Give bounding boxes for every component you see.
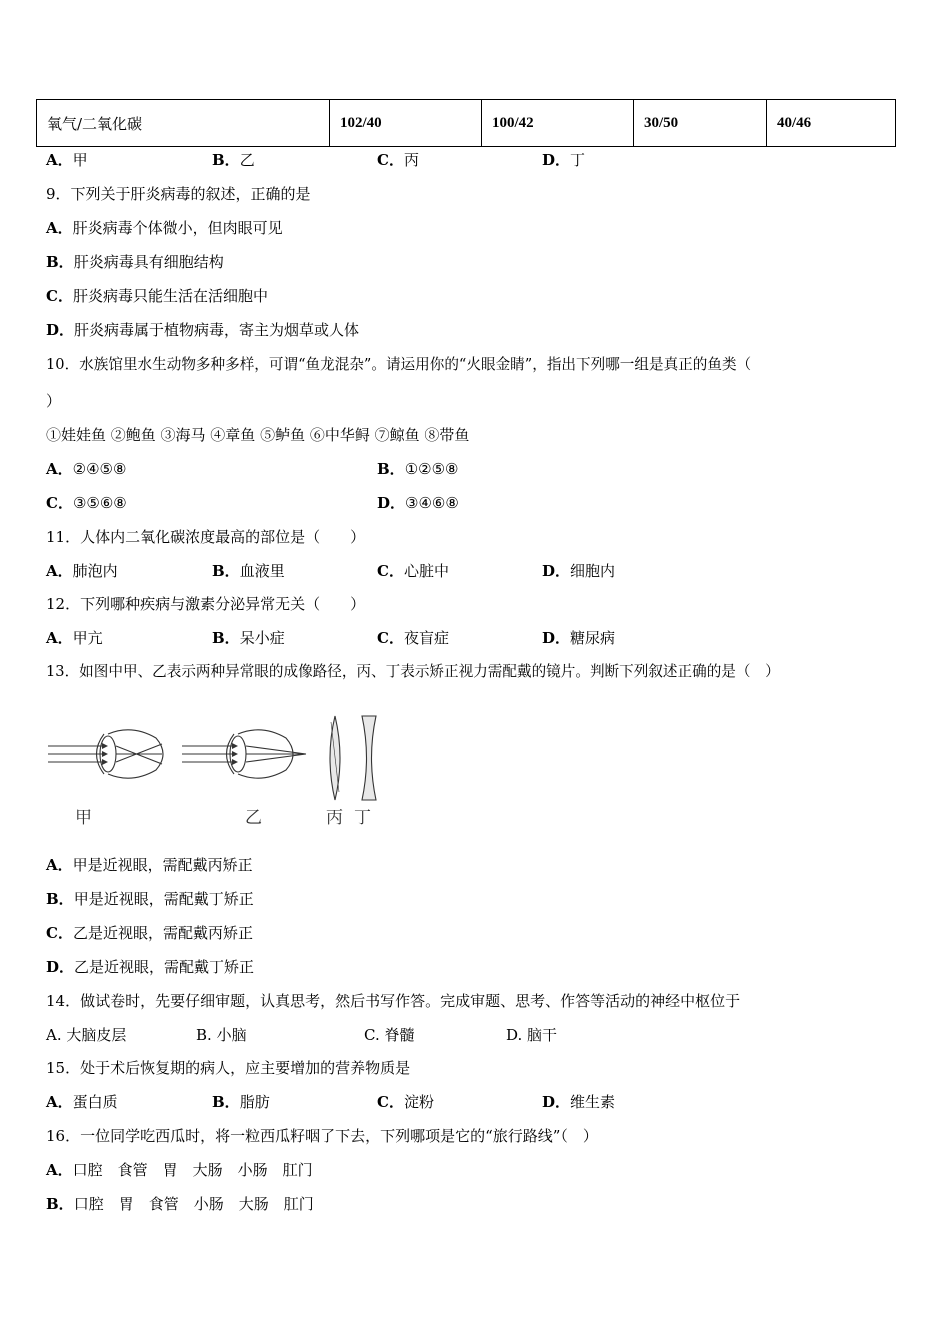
figure-label-jia: 甲 xyxy=(75,808,92,828)
figure-label-yi: 乙 xyxy=(245,808,262,828)
q15-option-d[interactable]: D．维生素 xyxy=(542,1093,616,1111)
q8-option-c[interactable]: C．丙 xyxy=(377,151,419,169)
q8-option-d[interactable]: D．丁 xyxy=(542,151,586,169)
q9-option-b[interactable]: B．肝炎病毒具有细胞结构 xyxy=(46,253,224,271)
q13-option-c[interactable]: C．乙是近视眼，需配戴丙矫正 xyxy=(46,924,253,942)
table-cell-ding: 40/46 xyxy=(767,100,896,147)
q12-option-b[interactable]: B．呆小症 xyxy=(212,629,285,647)
q10-stem: 10．水族馆里水生动物多种多样，可谓“鱼龙混杂”。请运用你的“火眼金睛”，指出下列哪一组是真正的鱼类（ xyxy=(46,356,752,373)
q15-option-a[interactable]: A．蛋白质 xyxy=(46,1093,118,1111)
q14-option-d[interactable]: D. 脑干 xyxy=(506,1026,558,1044)
q9-option-c[interactable]: C．肝炎病毒只能生活在活细胞中 xyxy=(46,287,268,305)
q11-option-d[interactable]: D．细胞内 xyxy=(542,562,616,580)
table-cell-yi: 100/42 xyxy=(482,100,634,147)
q12-stem: 12．下列哪种疾病与激素分泌异常无关（ ） xyxy=(46,595,366,613)
q12-option-c[interactable]: C．夜盲症 xyxy=(377,629,449,647)
q11-option-c[interactable]: C．心脏中 xyxy=(377,562,449,580)
q16-option-b[interactable]: B．口腔 胃 食管 小肠 大肠 肛门 xyxy=(46,1195,314,1213)
q12-option-a[interactable]: A．甲亢 xyxy=(46,629,103,647)
q14-stem: 14．做试卷时，先要仔细审题，认真思考，然后书写作答。完成审题、思考、作答等活动的神经中枢位于 xyxy=(46,992,741,1010)
q9-stem: 9．下列关于肝炎病毒的叙述，正确的是 xyxy=(46,185,311,203)
q10-animal-list: ①娃娃鱼 ②鲍鱼 ③海马 ④章鱼 ⑤鲈鱼 ⑥中华鲟 ⑦鲸鱼 ⑧带鱼 xyxy=(46,426,470,444)
q10-option-d[interactable]: D．③④⑥⑧ xyxy=(377,494,459,512)
table-row xyxy=(37,100,896,147)
table-cell-label: 氧气/二氧化碳 xyxy=(37,100,330,147)
q8-option-a[interactable]: A．甲 xyxy=(46,151,88,169)
q13-option-a[interactable]: A．甲是近视眼，需配戴丙矫正 xyxy=(46,856,253,874)
q15-option-b[interactable]: B．脂肪 xyxy=(212,1093,270,1111)
q16-stem: 16．一位同学吃西瓜时，将一粒西瓜籽咽了下去，下列哪项是它的“旅行路线”（ ） xyxy=(46,1127,598,1145)
figure-label-bing: 丙 xyxy=(326,808,343,828)
q10-option-b[interactable]: B．①②⑤⑧ xyxy=(377,460,459,478)
q15-stem: 15．处于术后恢复期的病人，应主要增加的营养物质是 xyxy=(46,1059,411,1077)
q10-stem-cont: ） xyxy=(46,392,62,410)
q15-option-c[interactable]: C．淀粉 xyxy=(377,1093,434,1111)
q12-option-d[interactable]: D．糖尿病 xyxy=(542,629,616,647)
q13-option-b[interactable]: B．甲是近视眼，需配戴丁矫正 xyxy=(46,890,254,908)
q14-option-b[interactable]: B. 小脑 xyxy=(196,1026,247,1044)
q10-option-c[interactable]: C．③⑤⑥⑧ xyxy=(46,494,127,512)
q11-stem: 11．人体内二氧化碳浓度最高的部位是（ ） xyxy=(46,528,366,546)
table-cell-jia: 102/40 xyxy=(330,100,482,147)
q16-option-a[interactable]: A．口腔 食管 胃 大肠 小肠 肛门 xyxy=(46,1161,313,1179)
eye-yi-diagram xyxy=(182,730,306,778)
gas-exchange-table xyxy=(36,99,896,147)
q11-option-a[interactable]: A．肺泡内 xyxy=(46,562,118,580)
q10-option-a[interactable]: A．②④⑤⑧ xyxy=(46,460,127,478)
q13-option-d[interactable]: D．乙是近视眼，需配戴丁矫正 xyxy=(46,958,255,976)
concave-lens-ding xyxy=(362,716,376,800)
q9-option-d[interactable]: D．肝炎病毒属于植物病毒，寄主为烟草或人体 xyxy=(46,321,360,339)
q13-stem: 13．如图中甲、乙表示两种异常眼的成像路径，丙、丁表示矫正视力需配戴的镜片。判断下列叙述正确的是（ ） xyxy=(46,663,780,680)
q9-option-a[interactable]: A．肝炎病毒个体微小，但肉眼可见 xyxy=(46,219,283,237)
q14-option-a[interactable]: A. 大脑皮层 xyxy=(46,1026,127,1044)
table-cell-bing: 30/50 xyxy=(634,100,767,147)
q11-option-b[interactable]: B．血液里 xyxy=(212,562,285,580)
q8-option-b[interactable]: B．乙 xyxy=(212,151,255,169)
q14-option-c[interactable]: C. 脊髓 xyxy=(364,1026,415,1044)
figure-label-ding: 丁 xyxy=(354,808,371,828)
